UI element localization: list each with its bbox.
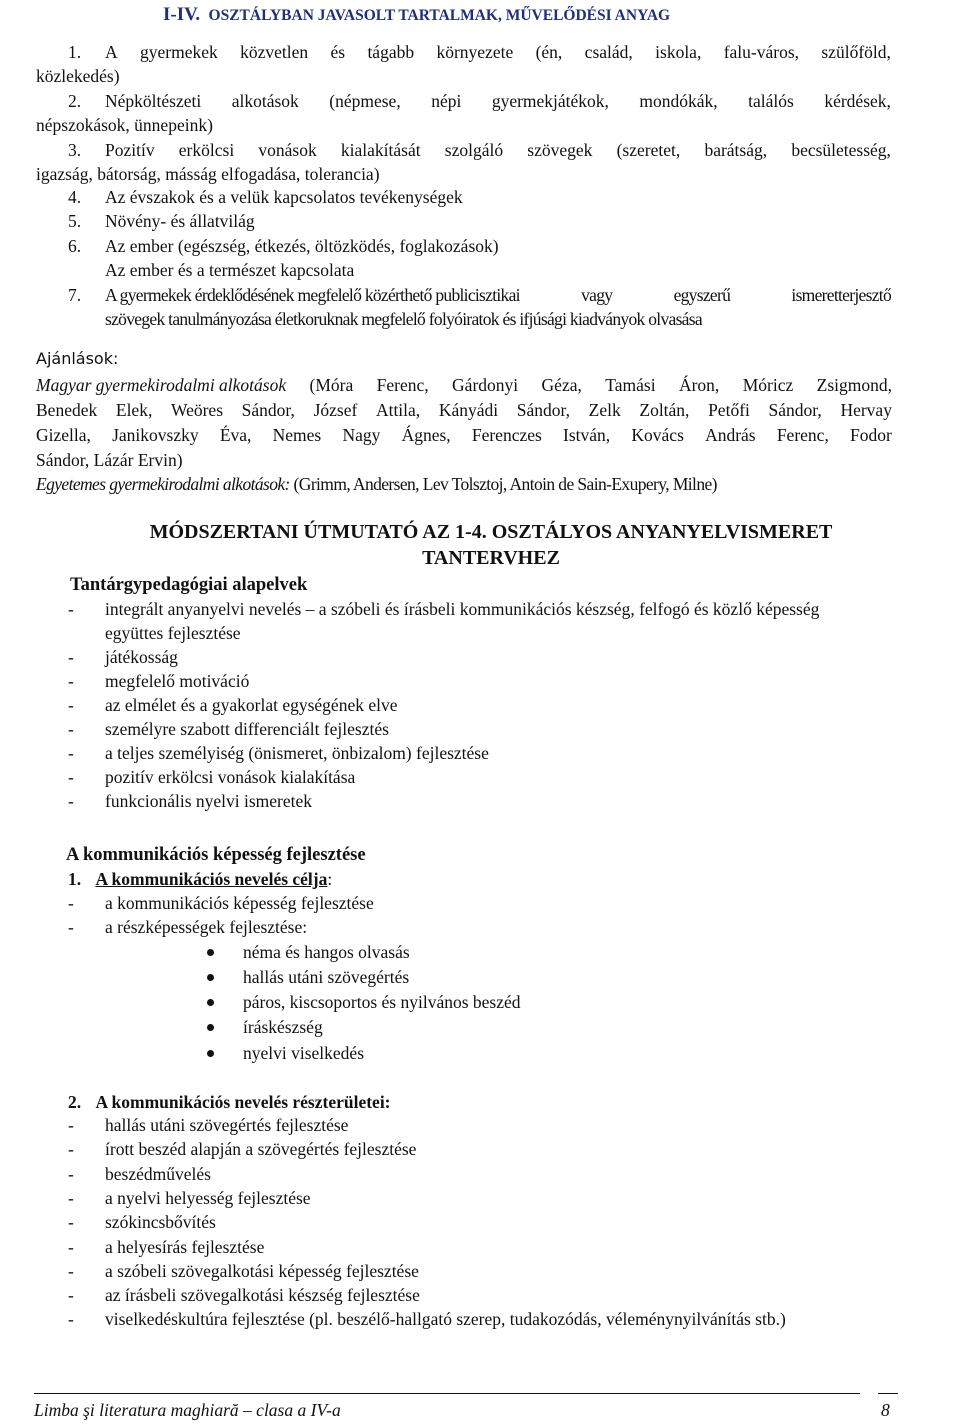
principle-item: az elmélet és a gyakorlat egységének elve [105,695,398,715]
principle-item: megfelelő motiváció [105,671,250,691]
bullet-dot [207,974,214,981]
topic-word: család, [584,42,633,62]
area-item: a szóbeli szövegalkotási képesség fejlesztése [105,1260,419,1281]
topic-number: 7. [68,285,82,305]
universal-label: Egyetemes gyermekirodalmi alkotások: [36,474,290,494]
topic-word: szövegek [527,140,593,160]
topic-word: és [330,42,346,62]
skill-item: páros, kiscsoportos és nyilvános beszéd [243,992,521,1012]
area-item: a nyelvi helyesség fejlesztése [105,1187,311,1208]
topic-continuation: közlekedés) [36,66,120,86]
topic-word: szülőföld, [821,42,891,62]
topic-number: 5. [68,211,82,231]
area-dash: - [68,1187,74,1208]
area-item: szókincsbővítés [105,1212,216,1233]
bullet-dot [207,1050,214,1057]
recommendations-line4: Sándor, Lázár Ervin) [36,450,183,470]
area-item: hallás utáni szövegértés fejlesztése [105,1115,349,1135]
principle-dash: - [68,719,74,739]
rec-word: Zoltán, [639,400,690,420]
area-item: írott beszéd alapján a szövegértés fejlesztése [105,1139,417,1160]
rec-word: Nemes [272,425,322,445]
topic-text: Növény- és állatvilág [105,211,255,231]
topic-word: Népköltészeti [105,91,202,111]
topic-word: vonások [258,140,317,160]
rec-word: Zelk [588,400,621,420]
footer-page-rule [878,1393,898,1394]
topic-word: A [105,42,118,62]
skill-item: nyelvi viselkedés [243,1043,365,1063]
principle-dash: - [68,599,74,619]
rec-word: Kovács [631,425,684,445]
bullet-dot [207,949,214,956]
rec-word: András [705,425,756,445]
topic-number: 6. [68,236,82,256]
rec-word: Áron, [678,375,720,395]
methodology-title-line2: TANTERVHEZ [422,547,560,569]
rec-word: Gizella, [36,425,91,445]
topic-number: 3. [68,140,82,160]
footer-rule [34,1393,860,1394]
topic-text: Az ember (egészség, étkezés, öltözködés, foglakozások) [105,236,499,256]
rec-word: Géza, [541,375,582,395]
areas-label: A kommunikációs nevelés részterületei: [95,1092,391,1112]
rec-word: Gárdonyi [452,375,519,395]
topic-number: 2. [68,91,82,111]
universal-works [36,472,717,496]
topic-word: (szeretet, [616,140,681,160]
principle-dash: - [68,695,74,715]
rec-word: Móricz [742,375,794,395]
topic-word: gyermekjátékok, [491,91,609,111]
topic-word: tágabb [367,42,415,62]
rec-word: Fodor [850,425,892,445]
topic-word: mondókák, [639,91,718,111]
topic-continuation: Az ember és a természet kapcsolata [105,260,355,280]
principle-item: pozitív erkölcsi vonások kialakítása [105,767,356,787]
recommendations-line1 [36,373,892,397]
area-item: a helyesírás fejlesztése [105,1236,265,1257]
area-dash: - [68,1285,74,1306]
area-dash: - [68,1309,74,1330]
rec-word: Janikovszky [112,425,199,445]
topic-word: szolgáló [444,140,504,160]
bullet-dot [207,1024,214,1031]
rec-word: Ferenc, [776,425,829,445]
areas-num: 2. [68,1092,82,1112]
communication-heading: A kommunikációs képesség fejlesztése [66,845,366,865]
rec-word: Zsigmond, [816,375,892,395]
topic-word: kialakítását [340,140,421,160]
topic-line [105,138,891,162]
principle-item: integrált anyanyelvi nevelés – a szóbeli és írásbeli kommunikációs készség, felfogó és közlő képesség [105,599,820,619]
rec-word: Ágnes, [401,425,451,445]
rec-word: Petőfi [708,400,750,420]
principle-item: funkcionális nyelvi ismeretek [105,791,313,811]
topic-word: ismeretterjesztő [791,285,891,305]
topic-word: iskola, [655,42,702,62]
topic-word: barátság, [704,140,768,160]
rec-word: Kányádi [438,400,499,420]
topic-word: környezete [436,42,514,62]
principle-item: személyre szabott differenciált fejlesztés [105,719,389,739]
area-dash: - [68,1139,74,1160]
goal-item: a részképességek fejlesztése: [105,917,308,937]
rec-word: Tamási [605,375,656,395]
topic-word: becsületesség, [791,140,891,160]
rec-word: Sándor, [768,400,822,420]
topic-line [105,89,891,113]
principle-continuation: együttes fejlesztése [105,623,241,643]
principles-heading: Tantárgypedagógiai alapelvek [70,575,308,595]
hungarian-label: Magyar gyermekirodalmi alkotások [36,375,287,395]
area-item: viselkedéskultúra fejlesztése (pl. beszélő-hallgató szerep, tudakozódás, véleménynyilvánítás stb.) [105,1309,786,1330]
topic-word: egyszerű [673,285,731,305]
goal-num: 1. [68,869,82,889]
topic-word: vagy [581,285,613,305]
rec-word: Benedek [36,400,98,420]
area-item: beszédművelés [105,1163,211,1184]
topic-line [105,40,891,64]
footer-page-number: 8 [881,1400,890,1420]
topic-word: közvetlen [240,42,309,62]
topic-word: erkölcsi [178,140,235,160]
rec-word: (Móra [309,375,354,395]
topic-line [105,283,891,307]
rec-word: Elek, [115,400,153,420]
principle-item: a teljes személyiség (önismeret, önbizalom) fejlesztése [105,743,489,763]
heading-rest: OSZTÁLYBAN JAVASOLT TARTALMAK, MŰVELŐDÉSI ANYAG [208,7,671,24]
area-dash: - [68,1115,74,1135]
recommendations-label: Ajánlások: [36,349,119,368]
rec-word: Ferenc, [376,375,429,395]
area-dash: - [68,1236,74,1257]
goal-label: A kommunikációs nevelés célja [95,869,328,889]
recommendations-line2 [36,398,892,422]
topic-text: Az évszakok és a velük kapcsolatos tevékenységek [105,187,463,207]
footer-text: Limba şi literatura maghiară – clasa a IV-a [34,1400,341,1420]
principle-item: játékosság [105,647,178,667]
heading-prefix: I-IV. [163,4,201,25]
principle-dash: - [68,743,74,763]
goal-dash: - [68,917,74,937]
rec-word: István, [563,425,611,445]
area-item: az írásbeli szövegalkotási készség fejlesztése [105,1285,420,1306]
goal-dash: - [68,893,74,913]
topic-word: népi [431,91,462,111]
topic-continuation: népszokások, ünnepeink) [36,115,213,135]
area-dash: - [68,1212,74,1233]
principle-dash: - [68,671,74,691]
areas-heading [68,1090,391,1114]
topic-word: falu-város, [723,42,800,62]
rec-word: Sándor, [516,400,571,420]
topic-word: gyermekek [140,42,218,62]
topic-continuation: igazság, bátorság, másság elfogadása, tolerancia) [36,164,380,184]
topic-word: A gyermekek érdeklődésének megfelelő közérthető publicisztikai [105,285,520,305]
rec-word: József [313,400,358,420]
methodology-title-line1: MÓDSZERTANI ÚTMUTATÓ AZ 1-4. OSZTÁLYOS ANYANYELVISMERET [149,521,833,543]
section-heading [163,2,670,28]
principle-dash: - [68,767,74,787]
topic-continuation: szövegek tanulmányozása életkoruknak megfelelő folyóiratok és ifjúsági kiadványok olvasása [105,309,702,329]
principle-dash: - [68,647,74,667]
topic-word: kérdések, [824,91,891,111]
topic-word: (népmese, [329,91,401,111]
rec-word: Hervay [840,400,892,420]
rec-word: Nagy [342,425,381,445]
bullet-dot [207,999,214,1006]
area-dash: - [68,1163,74,1184]
universal-text: (Grimm, Andersen, Lev Tolsztoj, Antoin de Sain-Exupery, Milne) [289,474,717,494]
goal-heading [68,867,332,891]
goal-item: a kommunikációs képesség fejlesztése [105,893,374,913]
skill-item: hallás utáni szövegértés [243,967,410,987]
skill-item: íráskészség [243,1017,323,1037]
skill-item: néma és hangos olvasás [243,942,410,962]
rec-word: Éva, [219,425,252,445]
topic-word: Pozitív [105,140,155,160]
rec-word: Attila, [375,400,421,420]
topic-word: találós [748,91,794,111]
rec-word: Weöres [170,400,224,420]
rec-word: Sándor, [241,400,295,420]
topic-number: 1. [68,42,82,62]
goal-colon: : [327,869,333,889]
topic-word: (én, [535,42,563,62]
recommendations-line3 [36,423,892,447]
topic-word: alkotások [231,91,299,111]
rec-word: Ferenczes [471,425,542,445]
topic-number: 4. [68,187,82,207]
principle-dash: - [68,791,74,811]
area-dash: - [68,1260,74,1281]
